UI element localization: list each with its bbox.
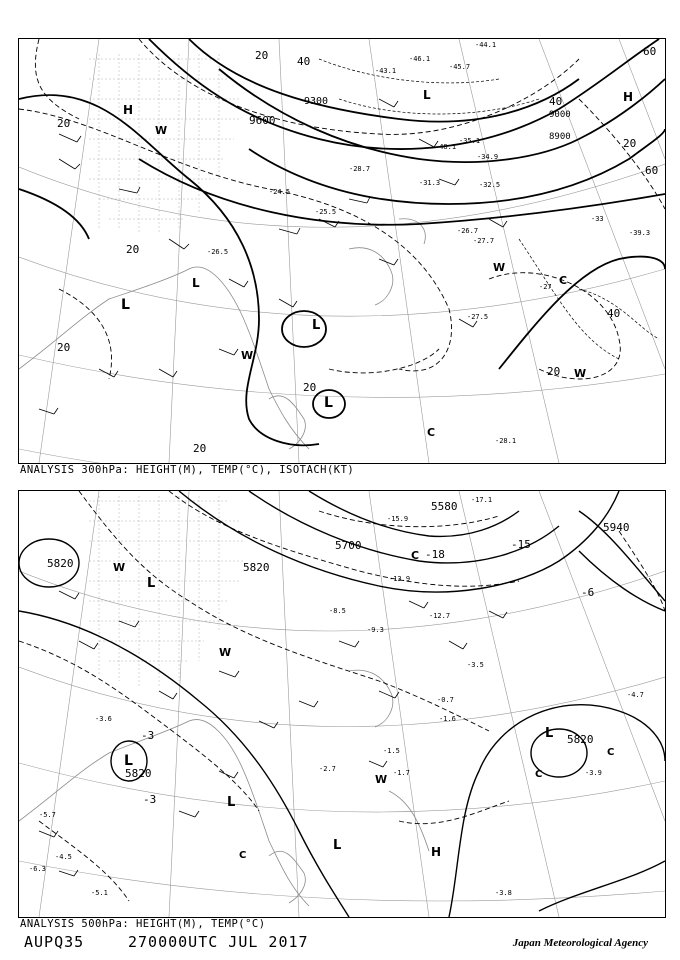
map-panel-300hpa — [18, 38, 666, 464]
temperature-label: -1.6 — [439, 715, 456, 723]
system-label: C — [559, 274, 568, 287]
temperature-label: -34.9 — [477, 153, 499, 161]
temperature-label: -27.7 — [473, 237, 495, 245]
system-label: L — [333, 838, 342, 853]
highland-shading — [89, 54, 239, 234]
temperature-label: -18 — [425, 548, 445, 561]
isotach-label: 20 — [623, 137, 637, 150]
system-label: L — [312, 318, 321, 333]
isotach-label: 20 — [57, 341, 71, 354]
system-label: W — [493, 261, 506, 274]
contour-label: 9600 — [249, 114, 276, 127]
contour-labels — [47, 500, 630, 780]
system-label: L — [121, 297, 130, 313]
temperature-label: -4.5 — [55, 853, 72, 861]
temperature-label: -15 — [511, 538, 531, 551]
temperature-label: -27.5 — [467, 313, 489, 321]
temperature-label: -28.1 — [495, 437, 517, 445]
temperature-label: -3 — [143, 793, 157, 806]
temperature-label: -43.1 — [375, 67, 397, 75]
system-label: C — [427, 426, 436, 439]
temperature-label: -8.5 — [329, 607, 346, 615]
temperature-label: -1.5 — [383, 747, 400, 755]
isotach-label: 20 — [193, 442, 207, 455]
isotach-label: 60 — [645, 164, 659, 177]
contour-label: 5580 — [431, 500, 458, 513]
contour-label: 8900 — [549, 132, 571, 142]
system-label: W — [155, 124, 168, 137]
temperature-label: -3.5 — [467, 661, 484, 669]
agency-credit: Japan Meteorological Agency — [512, 937, 648, 949]
temperature-label: -33 — [591, 215, 604, 223]
contour-label: 9000 — [549, 110, 571, 120]
system-label: W — [375, 773, 388, 786]
system-label: L — [423, 88, 431, 102]
system-label: L — [124, 753, 133, 769]
wind-barbs — [39, 591, 507, 876]
temperature-label: -27 — [539, 283, 552, 291]
temperature-label: -46.1 — [409, 55, 431, 63]
temperature-label: -26.7 — [457, 227, 479, 235]
temperature-label: -39.3 — [629, 229, 651, 237]
isotach-label: 20 — [303, 381, 317, 394]
temperature-label: -3.6 — [95, 715, 112, 723]
temperature-label: -35.1 — [459, 137, 481, 145]
temperature-label: -31.3 — [419, 179, 441, 187]
isotach-label: 40 — [549, 95, 563, 108]
height-contours — [19, 491, 665, 917]
temperature-label: -4.7 — [627, 691, 644, 699]
temperature-label: -5.1 — [91, 889, 108, 897]
system-label: W — [241, 349, 254, 362]
map-300hpa-canvas — [19, 39, 665, 463]
temperature-label: -45.7 — [449, 63, 471, 71]
chart-id: AUPQ35 — [24, 933, 85, 951]
temperature-label: -32.5 — [479, 181, 501, 189]
temperature-label: -3 — [141, 729, 155, 742]
panel-caption-500hpa: ANALYSIS 500hPa: HEIGHT(M), TEMP(°C) — [20, 918, 266, 930]
temperature-label: -2.7 — [319, 765, 336, 773]
contour-labels — [57, 45, 658, 455]
system-label: H — [431, 845, 442, 859]
temperature-label: -3.9 — [585, 769, 602, 777]
contour-label: 5820 — [567, 733, 594, 746]
system-label: L — [192, 276, 200, 290]
system-label: W — [219, 646, 232, 659]
contour-label: 5820 — [125, 767, 152, 780]
temperature-label: -9.3 — [367, 626, 384, 634]
map-500hpa-canvas — [19, 491, 665, 917]
temperature-label: -3.8 — [495, 889, 512, 897]
isotach-label: 40 — [607, 307, 621, 320]
system-label: L — [324, 395, 333, 411]
map-panel-500hpa — [18, 490, 666, 918]
temperature-label: -44.1 — [475, 41, 497, 49]
temperature-label: -26.5 — [207, 248, 229, 256]
isotach-label: 20 — [547, 365, 561, 378]
isotach-label: 20 — [255, 49, 269, 62]
panel-caption-300hpa: ANALYSIS 300hPa: HEIGHT(M), TEMP(°C), ISOTACH(KT) — [20, 464, 355, 476]
temperature-label: -17.1 — [471, 496, 493, 504]
valid-time: 270000UTC JUL 2017 — [128, 933, 309, 951]
temperature-label: -6 — [581, 586, 595, 599]
temperature-label: -5.7 — [39, 811, 56, 819]
contour-label: 5700 — [335, 539, 362, 552]
temperature-label: -1.7 — [393, 769, 410, 777]
system-label: H — [123, 103, 134, 117]
isotach-label: 60 — [643, 45, 657, 58]
system-label: L — [227, 795, 236, 810]
system-label: C — [239, 850, 247, 861]
temperature-label: -28.7 — [349, 165, 371, 173]
temperature-label: -0.7 — [437, 696, 454, 704]
contour-label: 5820 — [47, 557, 74, 570]
system-label: H — [623, 90, 634, 104]
temperature-label: -15.9 — [387, 515, 409, 523]
temperature-label: -6.3 — [29, 865, 46, 873]
system-label: C — [607, 747, 615, 758]
temperature-isotherms — [19, 491, 665, 901]
temperature-label: -24.5 — [269, 188, 291, 196]
temperature-label: -48.1 — [435, 143, 457, 151]
coastline — [19, 670, 429, 906]
system-label: L — [147, 576, 156, 591]
system-label: W — [113, 561, 126, 574]
system-label: L — [545, 726, 554, 741]
height-contours — [19, 39, 665, 445]
isotach-label: 20 — [57, 117, 71, 130]
temperature-label: -12.7 — [429, 612, 451, 620]
contour-label: 5940 — [603, 521, 630, 534]
temperature-label: -25.5 — [315, 208, 337, 216]
isotach-label: 20 — [126, 243, 140, 256]
contour-label: 9300 — [304, 96, 329, 107]
system-label: C — [535, 769, 543, 780]
temperature-labels — [29, 496, 644, 897]
temperature-label: -13.9 — [389, 575, 411, 583]
system-label: W — [574, 367, 587, 380]
isotach-label: 40 — [297, 55, 311, 68]
contour-label: 5820 — [243, 561, 270, 574]
system-label: C — [411, 549, 420, 562]
